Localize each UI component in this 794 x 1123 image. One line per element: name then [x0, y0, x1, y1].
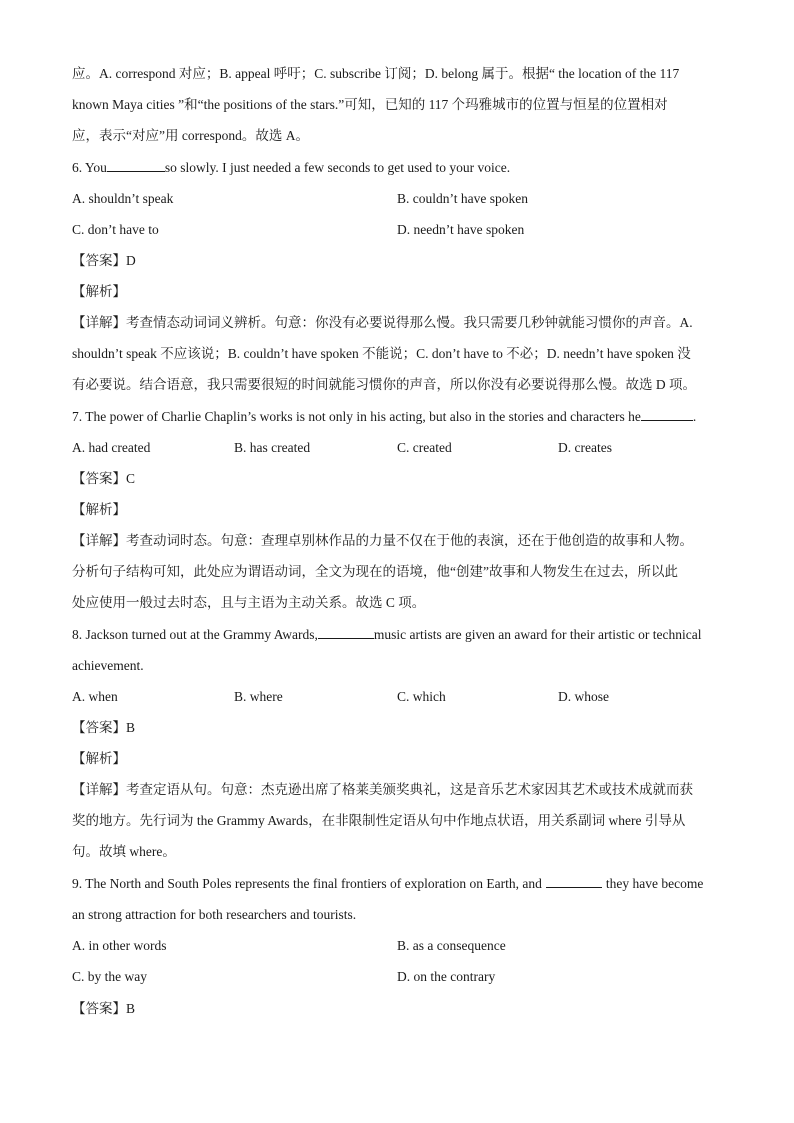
- detail-line: 【详解】考查定语从句。句意：杰克逊出席了格莱美颁奖典礼，这是音乐艺术家因其艺术或技术成就而获: [72, 782, 693, 797]
- option-c: C. don’t have to: [72, 222, 159, 237]
- question-text: .: [692, 409, 697, 424]
- text-line: 应，表示“对应”用 correspond。故选 A。: [72, 128, 309, 143]
- option-c: C. which: [397, 689, 446, 704]
- question-text: 8. Jackson turned out at the Grammy Awards,: [72, 627, 318, 642]
- question-8-stem: [72, 625, 722, 645]
- answer-blank: [107, 158, 165, 172]
- question-text: music artists are given an award for their artistic or technical: [373, 627, 702, 642]
- detail-line: 分析句子结构可知，此处应为谓语动词，全文为现在的语境，他“创建”故事和人物发生在过去，所以此: [72, 564, 678, 579]
- detail-line: 有必要说。结合语意，我只需要很短的时间就能习惯你的声音，所以你没有必要说得那么慢。故选 D 项。: [72, 377, 696, 392]
- question-9-stem: [72, 874, 722, 894]
- detail-line: 【详解】考查动词时态。句意：查理卓别林作品的力量不仅在于他的表演，还在于他创造的故事和人物。: [72, 533, 693, 548]
- option-d: D. needn’t have spoken: [397, 222, 525, 237]
- option-b: B. where: [234, 689, 283, 704]
- option-d: D. creates: [558, 440, 612, 455]
- option-b: B. as a consequence: [397, 938, 506, 953]
- text-line: known Maya cities ”和“the positions of the stars.”可知，已知的 117 个玛雅城市的位置与恒星的位置相对: [72, 97, 668, 112]
- option-b: B. has created: [234, 440, 311, 455]
- question-text: an strong attraction for both researchers and tourists.: [72, 907, 357, 922]
- detail-line: 奖的地方。先行词为 the Grammy Awards，在非限制性定语从句中作地点状语，用关系副词 where 引导从: [72, 813, 686, 828]
- analysis-label: 【解析】: [72, 284, 126, 299]
- answer-label: 【答案】D: [72, 253, 136, 268]
- analysis-label: 【解析】: [72, 502, 126, 517]
- option-a: A. in other words: [72, 938, 167, 953]
- option-a: A. had created: [72, 440, 151, 455]
- answer-blank: [641, 407, 693, 421]
- option-a: A. shouldn’t speak: [72, 191, 174, 206]
- detail-line: 【详解】考查情态动词词义辨析。句意：你没有必要说得那么慢。我只需要几秒钟就能习惯你的声音。A.: [72, 315, 693, 330]
- question-text: achievement.: [72, 658, 144, 673]
- detail-line: 句。故填 where。: [72, 844, 176, 859]
- option-c: C. created: [397, 440, 452, 455]
- option-d: D. whose: [558, 689, 609, 704]
- question-text: 6. You: [72, 160, 107, 175]
- answer-label: 【答案】C: [72, 471, 136, 486]
- answer-blank: [318, 625, 374, 639]
- option-b: B. couldn’t have spoken: [397, 191, 528, 206]
- analysis-label: 【解析】: [72, 751, 126, 766]
- option-c: C. by the way: [72, 969, 147, 984]
- answer-blank: [546, 874, 602, 888]
- answer-label: 【答案】B: [72, 1001, 136, 1016]
- question-text: they have become: [605, 876, 704, 891]
- answer-label: 【答案】B: [72, 720, 136, 735]
- option-d: D. on the contrary: [397, 969, 496, 984]
- question-text: 9. The North and South Poles represents the final frontiers of exploration on Earth, and: [72, 876, 542, 891]
- text-line: 应。A. correspond 对应；B. appeal 呼吁；C. subscribe 订阅；D. belong 属于。根据“ the location of the 117: [72, 66, 680, 81]
- question-6-stem: [72, 158, 722, 178]
- option-a: A. when: [72, 689, 118, 704]
- detail-line: 处应使用一般过去时态，且与主语为主动关系。故选 C 项。: [72, 595, 426, 610]
- question-text: so slowly. I just needed a few seconds to get used to your voice.: [164, 160, 511, 175]
- question-text: 7. The power of Charlie Chaplin’s works is not only in his acting, but also in the stories and characters he: [72, 409, 641, 424]
- detail-line: shouldn’t speak 不应该说；B. couldn’t have spoken 不能说；C. don’t have to 不必；D. needn’t have spoken 没: [72, 346, 691, 361]
- question-7-stem: [72, 407, 722, 427]
